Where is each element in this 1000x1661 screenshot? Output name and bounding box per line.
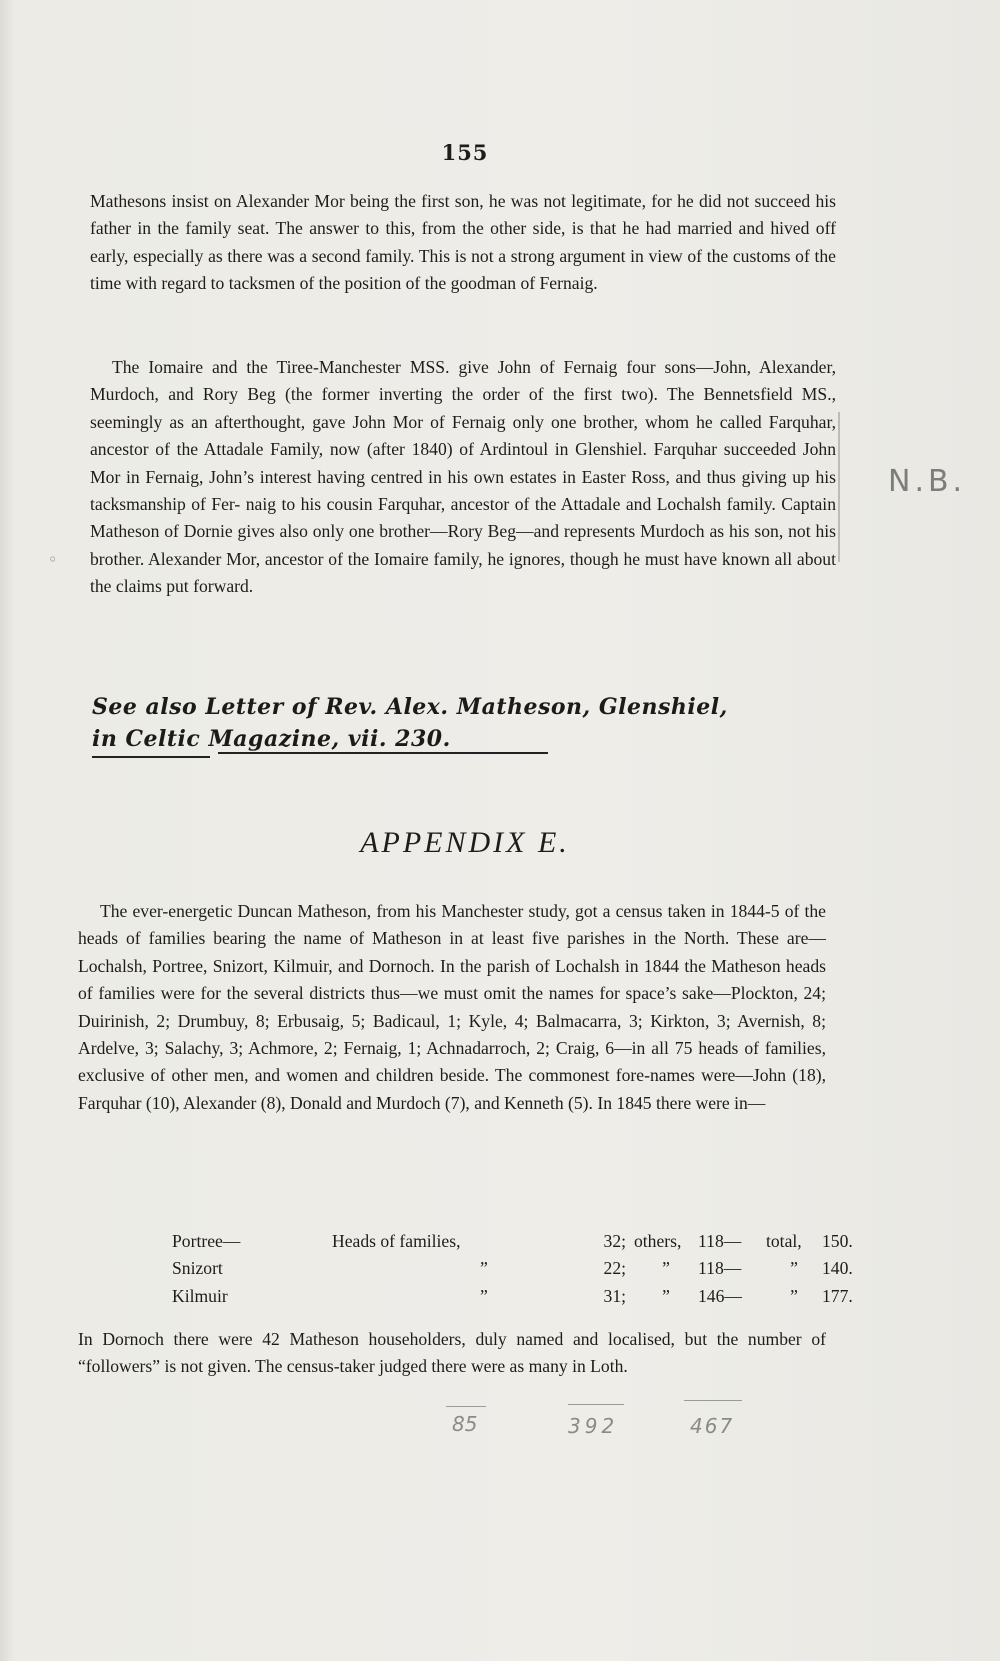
census-place: Kilmuir (172, 1285, 228, 1306)
handwriting-underline (92, 756, 210, 758)
census-others-label: ” (662, 1285, 670, 1306)
pencil-total-heads: 85 (452, 1412, 478, 1436)
paragraph-second (90, 354, 836, 601)
margin-note-nb: N.B. (888, 464, 967, 499)
census-others-value: 118— (698, 1258, 742, 1279)
census-place: Snizort (172, 1258, 223, 1279)
census-heads-value: 32; (603, 1231, 626, 1251)
paragraph-text: In Dornoch there were 42 Matheson householders, duly named and localised, but the number of “followers” is not given. The census-taker judged there were as many in Loth. (78, 1329, 826, 1377)
census-total-label: ” (790, 1258, 798, 1279)
pencil-rule (568, 1404, 624, 1405)
paragraph-appendix (78, 898, 826, 1117)
paragraph-text: Mathesons insist on Alexander Mor being the first son, he was not legitimate, for he did not succeed his father in the family seat. The answer to this, from the other side, is that he had married and hived off early, especially as there was a second family. This is not a strong argument in view of the customs of the time with regard to tacksmen of the position of the goodman of Fernaig. (90, 191, 836, 294)
pencil-rule (446, 1406, 486, 1407)
census-others-label: ” (662, 1258, 670, 1279)
census-heads-value: 22; (603, 1258, 626, 1279)
pencil-rule (684, 1400, 742, 1401)
table-row (172, 1255, 872, 1282)
census-heads-label: Heads of families, (332, 1231, 461, 1251)
paragraph-top (90, 188, 836, 298)
census-heads-label: ” (480, 1258, 488, 1279)
handwriting-underline (218, 752, 548, 754)
margin-pencil-mark: ◦ (48, 550, 58, 569)
census-others-value: 118— (698, 1231, 742, 1251)
table-row (172, 1228, 872, 1255)
census-others-label: others, (634, 1231, 682, 1251)
census-total-label: ” (790, 1285, 798, 1306)
paragraph-dornoch (78, 1326, 826, 1381)
table-row (172, 1283, 872, 1310)
census-total-value: 140. (822, 1258, 853, 1279)
paragraph-text: The ever-energetic Duncan Matheson, from his Manchester study, got a census taken in 1844-5 of the heads of families bearing the name of Matheson in at least five parishes in the North. These are—Lochalsh, Portree, Snizort, Kilmuir, and Dornoch. In the parish of Lochalsh in 1844 the Matheson heads of families were for the several districts thus—we must omit the names for space’s sake—Plockton, 24; Duirinish, 2; Drumbuy, 8; Erbusaig, 5; Badicaul, 1; Kyle, 4; Balmacarra, 3; Kirkton, 3; Avernish, 8; Ardelve, 3; Salachy, 3; Achmore, 2; Fernaig, 1; Achnadarroch, 2; Craig, 6—in all 75 heads of families, exclusive of other men, and women and children beside. The commonest fore-names were—John (18), Farquhar (10), Alexander (8), Donald and Murdoch (7), and Kenneth (5). In 1845 there were in— (78, 901, 826, 1113)
handwritten-note-line-1: See also Letter of Rev. Alex. Matheson, Glenshiel, (92, 694, 728, 720)
pencil-total-others: 392 (568, 1414, 619, 1438)
census-table (172, 1228, 872, 1310)
census-heads-value: 31; (603, 1285, 626, 1306)
census-total-value: 150. (822, 1231, 853, 1251)
census-total-label: total, (766, 1231, 802, 1251)
paragraph-text: The Iomaire and the Tiree-Manchester MSS. give John of Fernaig four sons—John, Alexander, Murdoch, and Rory Beg (the former inverting the order of the first two). The Bennetsfield MS., seemingly as an afterthought, gave John Mor of Fernaig only one brother, whom he called Farquhar, ancestor of the Attadale Family, now (after 1840) of Ardintoul in Glenshiel. Farquhar succeeded John Mor in Fernaig, John’s interest having centred in his own estates in Easter Ross, and thus giving up his tacksmanship of Fer- naig to his cousin Farquhar, ancestor of the Attadale and Lochalsh family. Captain Matheson of Dornie gives also only one brother—Rory Beg—and represents Murdoch as his son, not his brother. Alexander Mor, ancestor of the Iomaire family, he ignores, though he must have known all about the claims put forward. (90, 357, 836, 597)
pencil-total-sum: 467 (690, 1414, 735, 1438)
census-place: Portree— (172, 1231, 241, 1251)
page-number: 155 (441, 140, 489, 165)
census-others-value: 146— (698, 1285, 742, 1306)
margin-rule (838, 412, 840, 562)
census-total-value: 177. (822, 1285, 853, 1306)
appendix-title: APPENDIX E. (360, 826, 570, 859)
handwritten-note-line-2: in Celtic Magazine, vii. 230. (92, 726, 451, 752)
census-heads-label: ” (480, 1285, 488, 1306)
